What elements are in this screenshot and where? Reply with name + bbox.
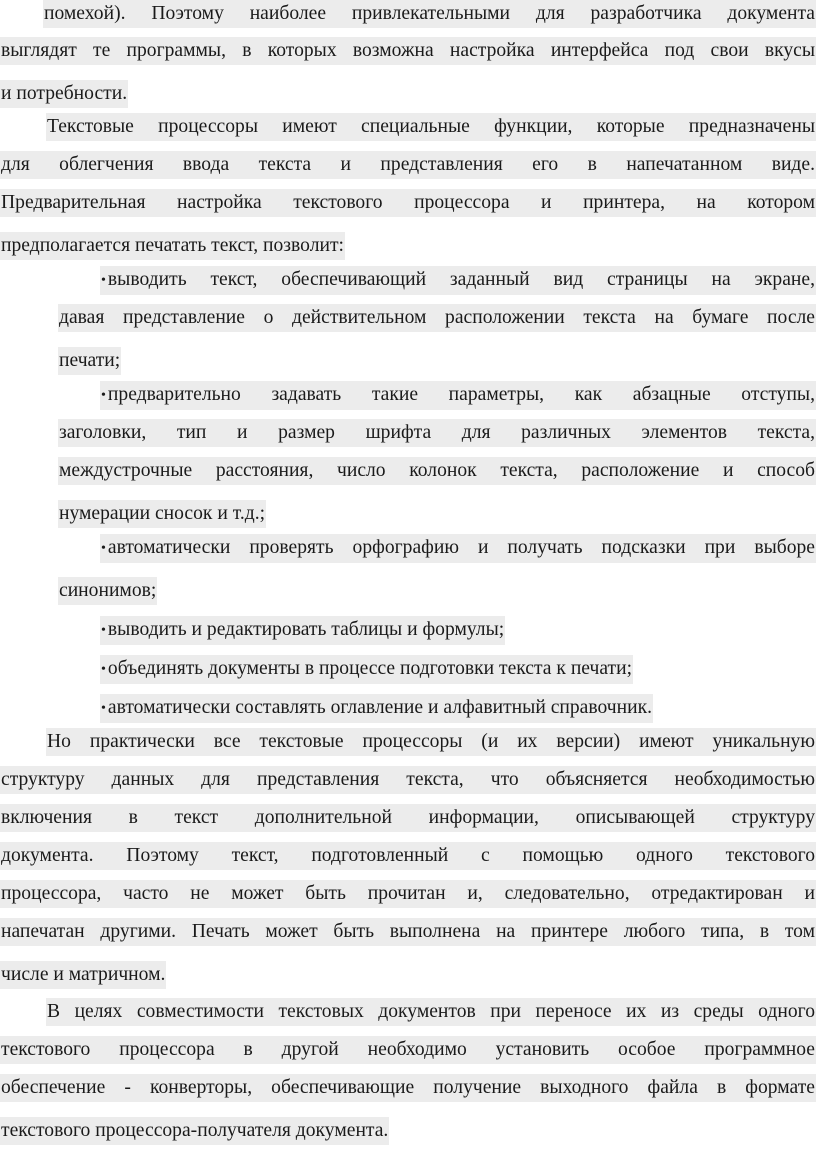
bullet-item-line: нумерации сносок и т.д.; <box>58 495 266 533</box>
bullet-item-line: междустрочные расстояния, число колонок текста, расположение и способ <box>58 457 816 495</box>
paragraph-line: Предварительная настройка текстового процессора и принтера, на котором <box>0 189 816 227</box>
paragraph-line: документа. Поэтому текст, подготовленный с помощью одного текстового <box>0 842 816 880</box>
bullet-item-line: синонимов; <box>58 572 157 610</box>
bullet-icon: • <box>101 541 106 556</box>
paragraph-line: В целях совместимости текстовых документов при переносе их из среды одного <box>46 998 816 1036</box>
bullet-item: • автоматически составлять оглавление и алфавитный справочник. <box>100 689 653 727</box>
paragraph-line: выглядят те программы, в которых возможна настройка интерфейса под свои вкусы <box>0 37 816 75</box>
paragraph-line: текстового процессора в другой необходимо установить особое программное <box>0 1036 816 1074</box>
paragraph-line: помехой). Поэтому наиболее привлекательными для разработчика документа <box>43 0 816 38</box>
bullet-icon: • <box>101 273 106 288</box>
bullet-item: • предварительно задавать такие параметры, как абзацные отступы, <box>100 381 816 419</box>
bullet-icon: • <box>101 388 106 403</box>
bullet-item-line: заголовки, тип и размер шрифта для различных элементов текста, <box>58 419 816 457</box>
bullet-icon: • <box>101 701 106 716</box>
bullet-item: • объединять документы в процессе подготовки текста к печати; <box>100 650 633 688</box>
paragraph-line: Текстовые процессоры имеют специальные функции, которые предназначены <box>46 113 816 151</box>
bullet-item: • выводить и редактировать таблицы и формулы; <box>100 611 505 649</box>
bullet-icon: • <box>101 662 106 677</box>
bullet-item: • выводить текст, обеспечивающий заданный вид страницы на экране, <box>100 266 816 304</box>
paragraph-line: включения в текст дополнительной информации, описывающей структуру <box>0 804 816 842</box>
paragraph-line: обеспечение - конверторы, обеспечивающие получение выходного файла в формате <box>0 1074 816 1112</box>
paragraph-line: текстового процессора-получателя документа. <box>0 1112 389 1150</box>
paragraph-line: напечатан другими. Печать может быть выполнена на принтере любого типа, в том <box>0 918 816 956</box>
bullet-icon: • <box>101 623 106 638</box>
paragraph-line: числе и матричном. <box>0 956 166 994</box>
bullet-item-line: печати; <box>58 342 121 380</box>
paragraph-line: и потребности. <box>0 75 128 113</box>
paragraph-line: предполагается печатать текст, позволит: <box>0 227 345 265</box>
paragraph-line: структуру данных для представления текста, что объясняется необходимостью <box>0 766 816 804</box>
paragraph-line: процессора, часто не может быть прочитан и, следовательно, отредактирован и <box>0 880 816 918</box>
paragraph-line: Но практически все текстовые процессоры (и их версии) имеют уникальную <box>46 728 816 766</box>
bullet-item: • автоматически проверять орфографию и получать подсказки при выборе <box>100 534 816 572</box>
paragraph-line: для облегчения ввода текста и представления его в напечатанном виде. <box>0 151 816 189</box>
bullet-item-line: давая представление о действительном расположении текста на бумаге после <box>58 304 816 342</box>
